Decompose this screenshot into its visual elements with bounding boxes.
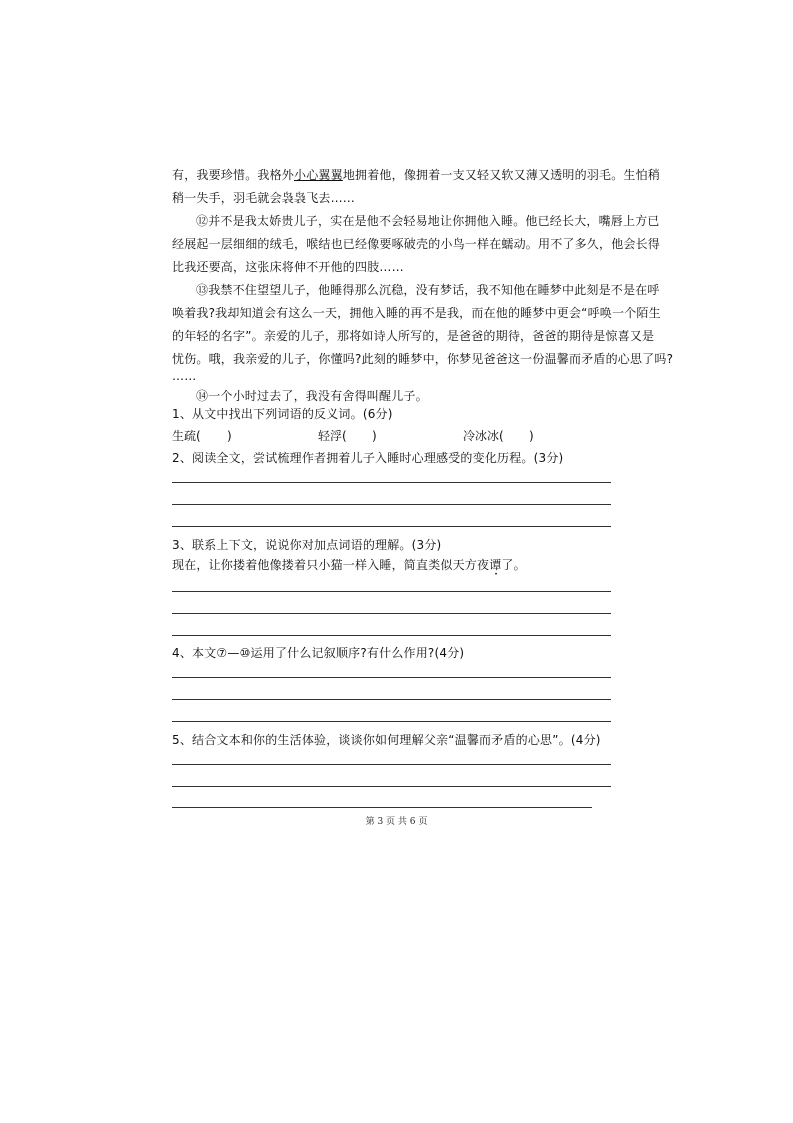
answer-line[interactable] [172, 786, 611, 787]
passage-line: 稍一失手，羽毛就会袅袅飞去…… [172, 191, 356, 205]
answer-line[interactable] [172, 677, 611, 678]
q1-word-2: 轻浮( [318, 429, 347, 443]
answer-line[interactable] [172, 482, 611, 483]
q3-sentence [172, 558, 526, 578]
q1-word-1-close: ) [227, 429, 232, 443]
passage-line [172, 168, 660, 182]
q1-word-1: 生疏( [172, 429, 201, 443]
q1-word-2-close: ) [372, 429, 377, 443]
paragraph-13-line: ⑬我禁不住望望儿子，他睡得那么沉稳，没有梦话，我不知他在睡梦中此刻是不是在呼 [196, 283, 660, 297]
answer-line[interactable] [172, 699, 611, 700]
question-5: 5、结合文本和你的生活体验，谈谈你如何理解父亲“温馨而矛盾的心思”。(4分) [172, 733, 601, 747]
paragraph-13-line: 的年轻的名字”。亲爱的儿子，那将如诗人所写的，是爸爸的期待，爸爸的期待是惊喜又是 [172, 329, 655, 343]
passage-text: 有，我要珍惜。我格外 [172, 168, 295, 182]
answer-line[interactable] [172, 613, 611, 614]
dotted-word-text: 谭 [489, 558, 502, 572]
question-3: 3、联系上下文，说说你对加点词语的理解。(3分) [172, 538, 442, 552]
paragraph-13-line: …… [172, 369, 197, 383]
paragraph-12-line: 经展起一层细细的绒毛，喉结也已经像要啄破壳的小鸟一样在蠕动。用不了多久，他会长得 [172, 237, 661, 251]
paragraph-14-line: ⑭一个小时过去了，我没有舍得叫醒儿子。 [196, 389, 428, 403]
answer-line[interactable] [172, 526, 611, 527]
answer-line[interactable] [172, 721, 611, 722]
paragraph-13-line: 唤着我?我却知道会有这么一天，拥他入睡的再不是我，而在他的睡梦中更会“呼唤一个陌生 [172, 306, 661, 320]
q3-sentence-text: 了。 [501, 558, 526, 572]
passage-text: 地拥着他，像拥着一支又轻又软又薄又透明的羽毛。生怕稍 [342, 168, 661, 182]
paragraph-13-line: 忧伤。哦，我亲爱的儿子，你懂吗?此刻的睡梦中，你梦见爸爸这一份温馨而矛盾的心思了吗? [172, 352, 674, 366]
answer-line[interactable] [172, 635, 611, 636]
paragraph-12-line: 比我还要高，这张床将伸不开他的四肢…… [172, 260, 404, 274]
question-2: 2、阅读全文，尝试梳理作者拥着儿子入睡时心理感受的变化历程。(3分) [172, 451, 564, 465]
q1-word-3-close: ) [529, 429, 534, 443]
answer-line[interactable] [172, 764, 611, 765]
answer-line[interactable] [172, 504, 611, 505]
q1-word-3: 冷冰冰( [463, 429, 504, 443]
paragraph-12-line: ⑫并不是我太娇贵儿子，实在是他不会轻易地让你拥他入睡。他已经长大，嘴唇上方已 [196, 214, 660, 228]
underlined-phrase: 小心翼翼 [294, 168, 343, 182]
q3-sentence-text: 现在，让你搂着他像搂着只小猫一样入睡，简直类似天方夜 [172, 558, 490, 572]
question-1: 1、从文中找出下列词语的反义词。(6分) [172, 407, 393, 421]
dotted-word [489, 558, 502, 578]
answer-line[interactable] [172, 807, 592, 808]
emphasis-dot-icon: • [494, 571, 498, 578]
answer-line[interactable] [172, 591, 611, 592]
question-4: 4、本文⑦—⑩运用了什么记叙顺序?有什么作用?(4分) [172, 646, 465, 660]
page-footer: 第 3 页 共 6 页 [365, 817, 428, 827]
